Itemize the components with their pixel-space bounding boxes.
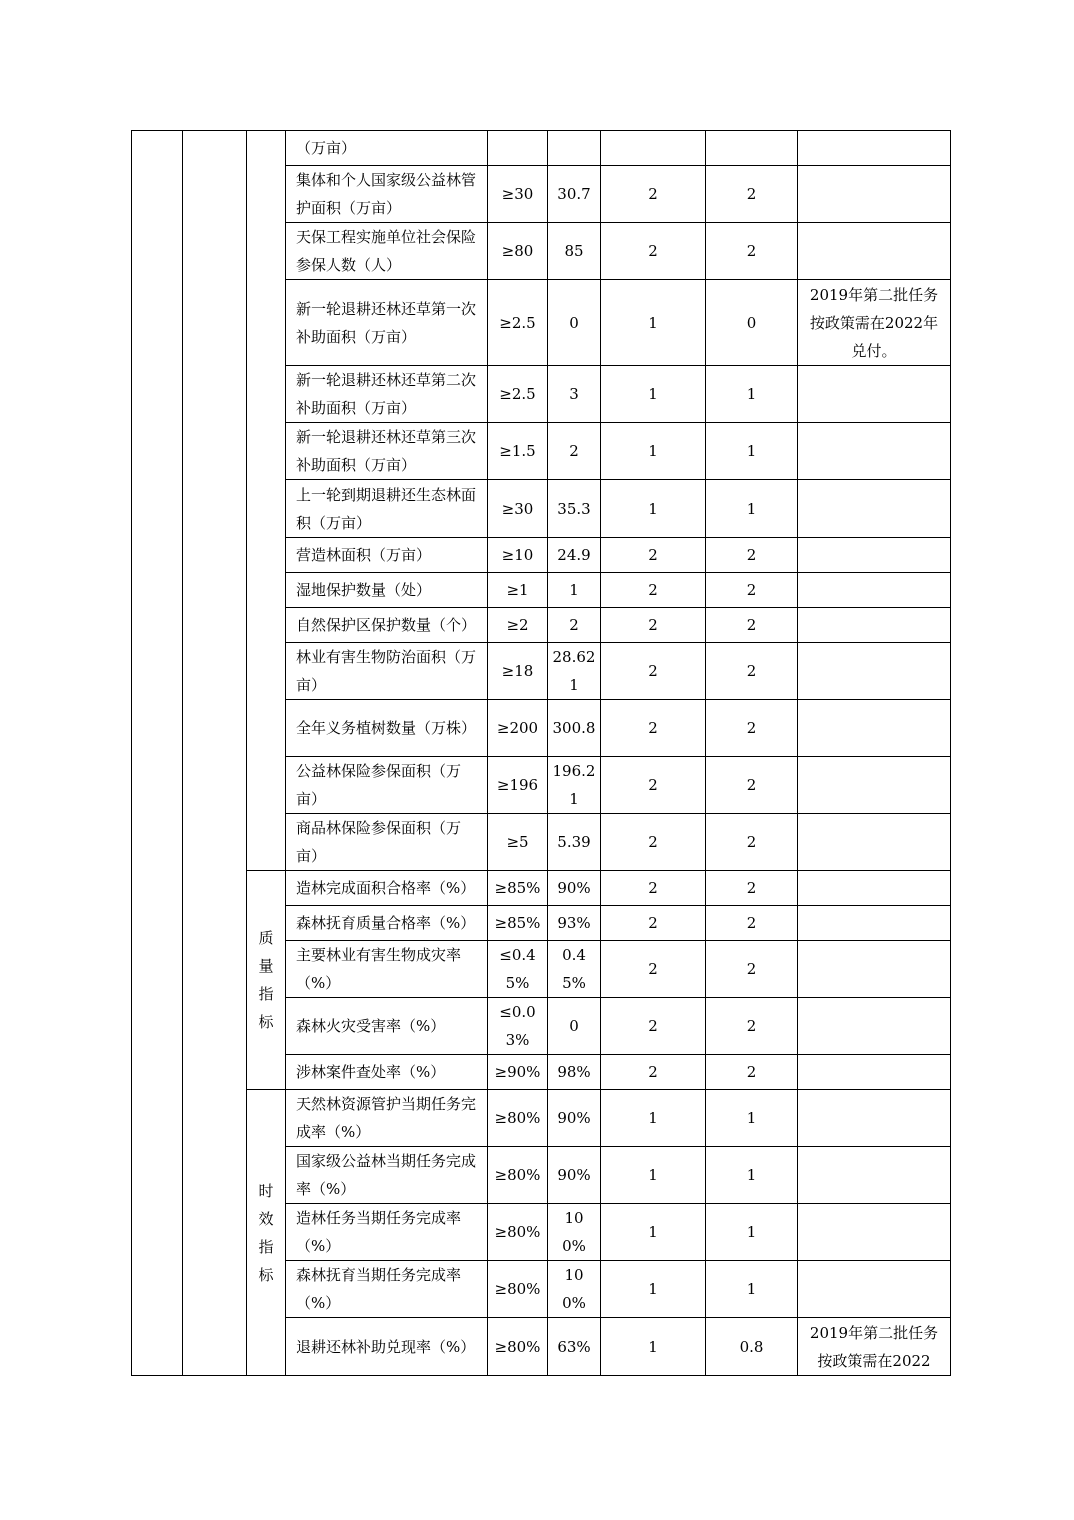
remark-text bbox=[798, 1204, 951, 1261]
score-value: 1 bbox=[706, 1261, 798, 1318]
weight-value: 2 bbox=[601, 700, 706, 757]
indicator-name: 上一轮到期退耕还生态林面积（万亩） bbox=[286, 480, 488, 538]
actual-value: 5.39 bbox=[548, 814, 601, 871]
remark-text bbox=[798, 223, 951, 280]
target-value: ≥1.5 bbox=[488, 423, 548, 480]
indicator-name: 涉林案件查处率（%） bbox=[286, 1055, 488, 1090]
weight-value: 1 bbox=[601, 1261, 706, 1318]
actual-value: 2 bbox=[548, 423, 601, 480]
actual-value: 90% bbox=[548, 871, 601, 906]
weight-value: 2 bbox=[601, 998, 706, 1055]
target-value: ≥80% bbox=[488, 1204, 548, 1261]
actual-value: 35.3 bbox=[548, 480, 601, 538]
table-row bbox=[132, 871, 951, 906]
remark-text bbox=[798, 998, 951, 1055]
indicator-name: 退耕还林补助兑现率（%） bbox=[286, 1318, 488, 1376]
level2-cell bbox=[183, 131, 247, 1376]
target-value: ≥196 bbox=[488, 757, 548, 814]
score-value bbox=[706, 131, 798, 166]
score-value: 1 bbox=[706, 366, 798, 423]
group-cell-quantity bbox=[247, 131, 286, 871]
indicator-table bbox=[131, 130, 951, 1376]
remark-text bbox=[798, 757, 951, 814]
score-value: 2 bbox=[706, 223, 798, 280]
remark-text bbox=[798, 423, 951, 480]
remark-text bbox=[798, 814, 951, 871]
target-value: ≤0.03% bbox=[488, 998, 548, 1055]
target-value bbox=[488, 131, 548, 166]
target-value: ≥90% bbox=[488, 1055, 548, 1090]
score-value: 2 bbox=[706, 166, 798, 223]
indicator-name: 天然林资源管护当期任务完成率（%） bbox=[286, 1090, 488, 1147]
target-value: ≥200 bbox=[488, 700, 548, 757]
indicator-name: 商品林保险参保面积（万亩） bbox=[286, 814, 488, 871]
indicator-name: 新一轮退耕还林还草第三次补助面积（万亩） bbox=[286, 423, 488, 480]
target-value: ≥80% bbox=[488, 1090, 548, 1147]
weight-value: 1 bbox=[601, 1318, 706, 1376]
score-value: 0 bbox=[706, 280, 798, 366]
actual-value: 90% bbox=[548, 1090, 601, 1147]
weight-value: 2 bbox=[601, 223, 706, 280]
score-value: 2 bbox=[706, 700, 798, 757]
actual-value: 1 bbox=[548, 573, 601, 608]
weight-value: 2 bbox=[601, 757, 706, 814]
actual-value: 0 bbox=[548, 998, 601, 1055]
actual-value: 30.7 bbox=[548, 166, 601, 223]
weight-value: 2 bbox=[601, 166, 706, 223]
weight-value: 2 bbox=[601, 608, 706, 643]
actual-value: 100% bbox=[548, 1204, 601, 1261]
actual-value: 3 bbox=[548, 366, 601, 423]
indicator-name: 林业有害生物防治面积（万亩） bbox=[286, 643, 488, 700]
score-value: 2 bbox=[706, 871, 798, 906]
score-value: 2 bbox=[706, 608, 798, 643]
actual-value: 93% bbox=[548, 906, 601, 941]
weight-value: 2 bbox=[601, 643, 706, 700]
indicator-name: 集体和个人国家级公益林管护面积（万亩） bbox=[286, 166, 488, 223]
weight-value bbox=[601, 131, 706, 166]
score-value: 2 bbox=[706, 814, 798, 871]
score-value: 2 bbox=[706, 643, 798, 700]
weight-value: 1 bbox=[601, 1204, 706, 1261]
weight-value: 1 bbox=[601, 1090, 706, 1147]
target-value: ≥30 bbox=[488, 166, 548, 223]
weight-value: 2 bbox=[601, 814, 706, 871]
actual-value bbox=[548, 131, 601, 166]
weight-value: 2 bbox=[601, 1055, 706, 1090]
remark-text bbox=[798, 1090, 951, 1147]
actual-value: 90% bbox=[548, 1147, 601, 1204]
remark-text bbox=[798, 1261, 951, 1318]
actual-value: 196.21 bbox=[548, 757, 601, 814]
target-value: ≥80 bbox=[488, 223, 548, 280]
indicator-name: 新一轮退耕还林还草第二次补助面积（万亩） bbox=[286, 366, 488, 423]
indicator-name: 森林抚育当期任务完成率（%） bbox=[286, 1261, 488, 1318]
target-value: ≥2.5 bbox=[488, 366, 548, 423]
target-value: ≥2.5 bbox=[488, 280, 548, 366]
target-value: ≥80% bbox=[488, 1147, 548, 1204]
weight-value: 2 bbox=[601, 941, 706, 998]
remark-text bbox=[798, 538, 951, 573]
actual-value: 100% bbox=[548, 1261, 601, 1318]
target-value: ≤0.45% bbox=[488, 941, 548, 998]
weight-value: 2 bbox=[601, 573, 706, 608]
indicator-name: 公益林保险参保面积（万亩） bbox=[286, 757, 488, 814]
indicator-name: 造林完成面积合格率（%） bbox=[286, 871, 488, 906]
score-value: 1 bbox=[706, 1147, 798, 1204]
group-label-timeliness bbox=[247, 1090, 286, 1376]
score-value: 2 bbox=[706, 538, 798, 573]
score-value: 2 bbox=[706, 573, 798, 608]
target-value: ≥80% bbox=[488, 1318, 548, 1376]
score-value: 2 bbox=[706, 1055, 798, 1090]
score-value: 0.8 bbox=[706, 1318, 798, 1376]
score-value: 1 bbox=[706, 480, 798, 538]
level1-cell bbox=[132, 131, 183, 1376]
remark-text bbox=[798, 941, 951, 998]
score-value: 1 bbox=[706, 1090, 798, 1147]
indicator-name: 森林抚育质量合格率（%） bbox=[286, 906, 488, 941]
actual-value: 300.8 bbox=[548, 700, 601, 757]
actual-value: 28.621 bbox=[548, 643, 601, 700]
target-value: ≥5 bbox=[488, 814, 548, 871]
actual-value: 2 bbox=[548, 608, 601, 643]
indicator-name: 天保工程实施单位社会保险参保人数（人） bbox=[286, 223, 488, 280]
weight-value: 2 bbox=[601, 538, 706, 573]
remark-text bbox=[798, 608, 951, 643]
target-value: ≥18 bbox=[488, 643, 548, 700]
target-value: ≥10 bbox=[488, 538, 548, 573]
remark-text bbox=[798, 906, 951, 941]
indicator-name: 主要林业有害生物成灾率（%） bbox=[286, 941, 488, 998]
remark-text bbox=[798, 700, 951, 757]
weight-value: 1 bbox=[601, 480, 706, 538]
indicator-name: 造林任务当期任务完成率（%） bbox=[286, 1204, 488, 1261]
remark-text: 2019年第二批任务按政策需在2022年兑付。 bbox=[798, 280, 951, 366]
indicator-name: 全年义务植树数量（万株） bbox=[286, 700, 488, 757]
score-value: 2 bbox=[706, 998, 798, 1055]
actual-value: 0.45% bbox=[548, 941, 601, 998]
actual-value: 85 bbox=[548, 223, 601, 280]
group-label-quality bbox=[247, 871, 286, 1090]
remark-text bbox=[798, 166, 951, 223]
weight-value: 1 bbox=[601, 366, 706, 423]
target-value: ≥80% bbox=[488, 1261, 548, 1318]
actual-value: 63% bbox=[548, 1318, 601, 1376]
remark-text bbox=[798, 871, 951, 906]
table-row bbox=[132, 131, 951, 166]
group-label-text: 质量指标 bbox=[258, 929, 274, 1031]
indicator-name: （万亩） bbox=[286, 131, 488, 166]
weight-value: 2 bbox=[601, 906, 706, 941]
indicator-name: 湿地保护数量（处） bbox=[286, 573, 488, 608]
remark-text bbox=[798, 573, 951, 608]
remark-text bbox=[798, 131, 951, 166]
remark-text bbox=[798, 480, 951, 538]
weight-value: 1 bbox=[601, 423, 706, 480]
remark-text bbox=[798, 366, 951, 423]
target-value: ≥1 bbox=[488, 573, 548, 608]
remark-text bbox=[798, 1055, 951, 1090]
indicator-name: 森林火灾受害率（%） bbox=[286, 998, 488, 1055]
score-value: 1 bbox=[706, 423, 798, 480]
score-value: 1 bbox=[706, 1204, 798, 1261]
score-value: 2 bbox=[706, 941, 798, 998]
indicator-name: 营造林面积（万亩） bbox=[286, 538, 488, 573]
indicator-name: 新一轮退耕还林还草第一次补助面积（万亩） bbox=[286, 280, 488, 366]
table-row bbox=[132, 1090, 951, 1147]
actual-value: 24.9 bbox=[548, 538, 601, 573]
weight-value: 1 bbox=[601, 280, 706, 366]
remark-text: 2019年第二批任务按政策需在2022 bbox=[798, 1318, 951, 1376]
weight-value: 1 bbox=[601, 1147, 706, 1204]
actual-value: 0 bbox=[548, 280, 601, 366]
indicator-name: 自然保护区保护数量（个） bbox=[286, 608, 488, 643]
target-value: ≥85% bbox=[488, 871, 548, 906]
actual-value: 98% bbox=[548, 1055, 601, 1090]
target-value: ≥85% bbox=[488, 906, 548, 941]
group-label-text: 时效指标 bbox=[258, 1181, 274, 1284]
target-value: ≥2 bbox=[488, 608, 548, 643]
weight-value: 2 bbox=[601, 871, 706, 906]
remark-text bbox=[798, 1147, 951, 1204]
indicator-name: 国家级公益林当期任务完成率（%） bbox=[286, 1147, 488, 1204]
remark-text bbox=[798, 643, 951, 700]
score-value: 2 bbox=[706, 757, 798, 814]
score-value: 2 bbox=[706, 906, 798, 941]
target-value: ≥30 bbox=[488, 480, 548, 538]
